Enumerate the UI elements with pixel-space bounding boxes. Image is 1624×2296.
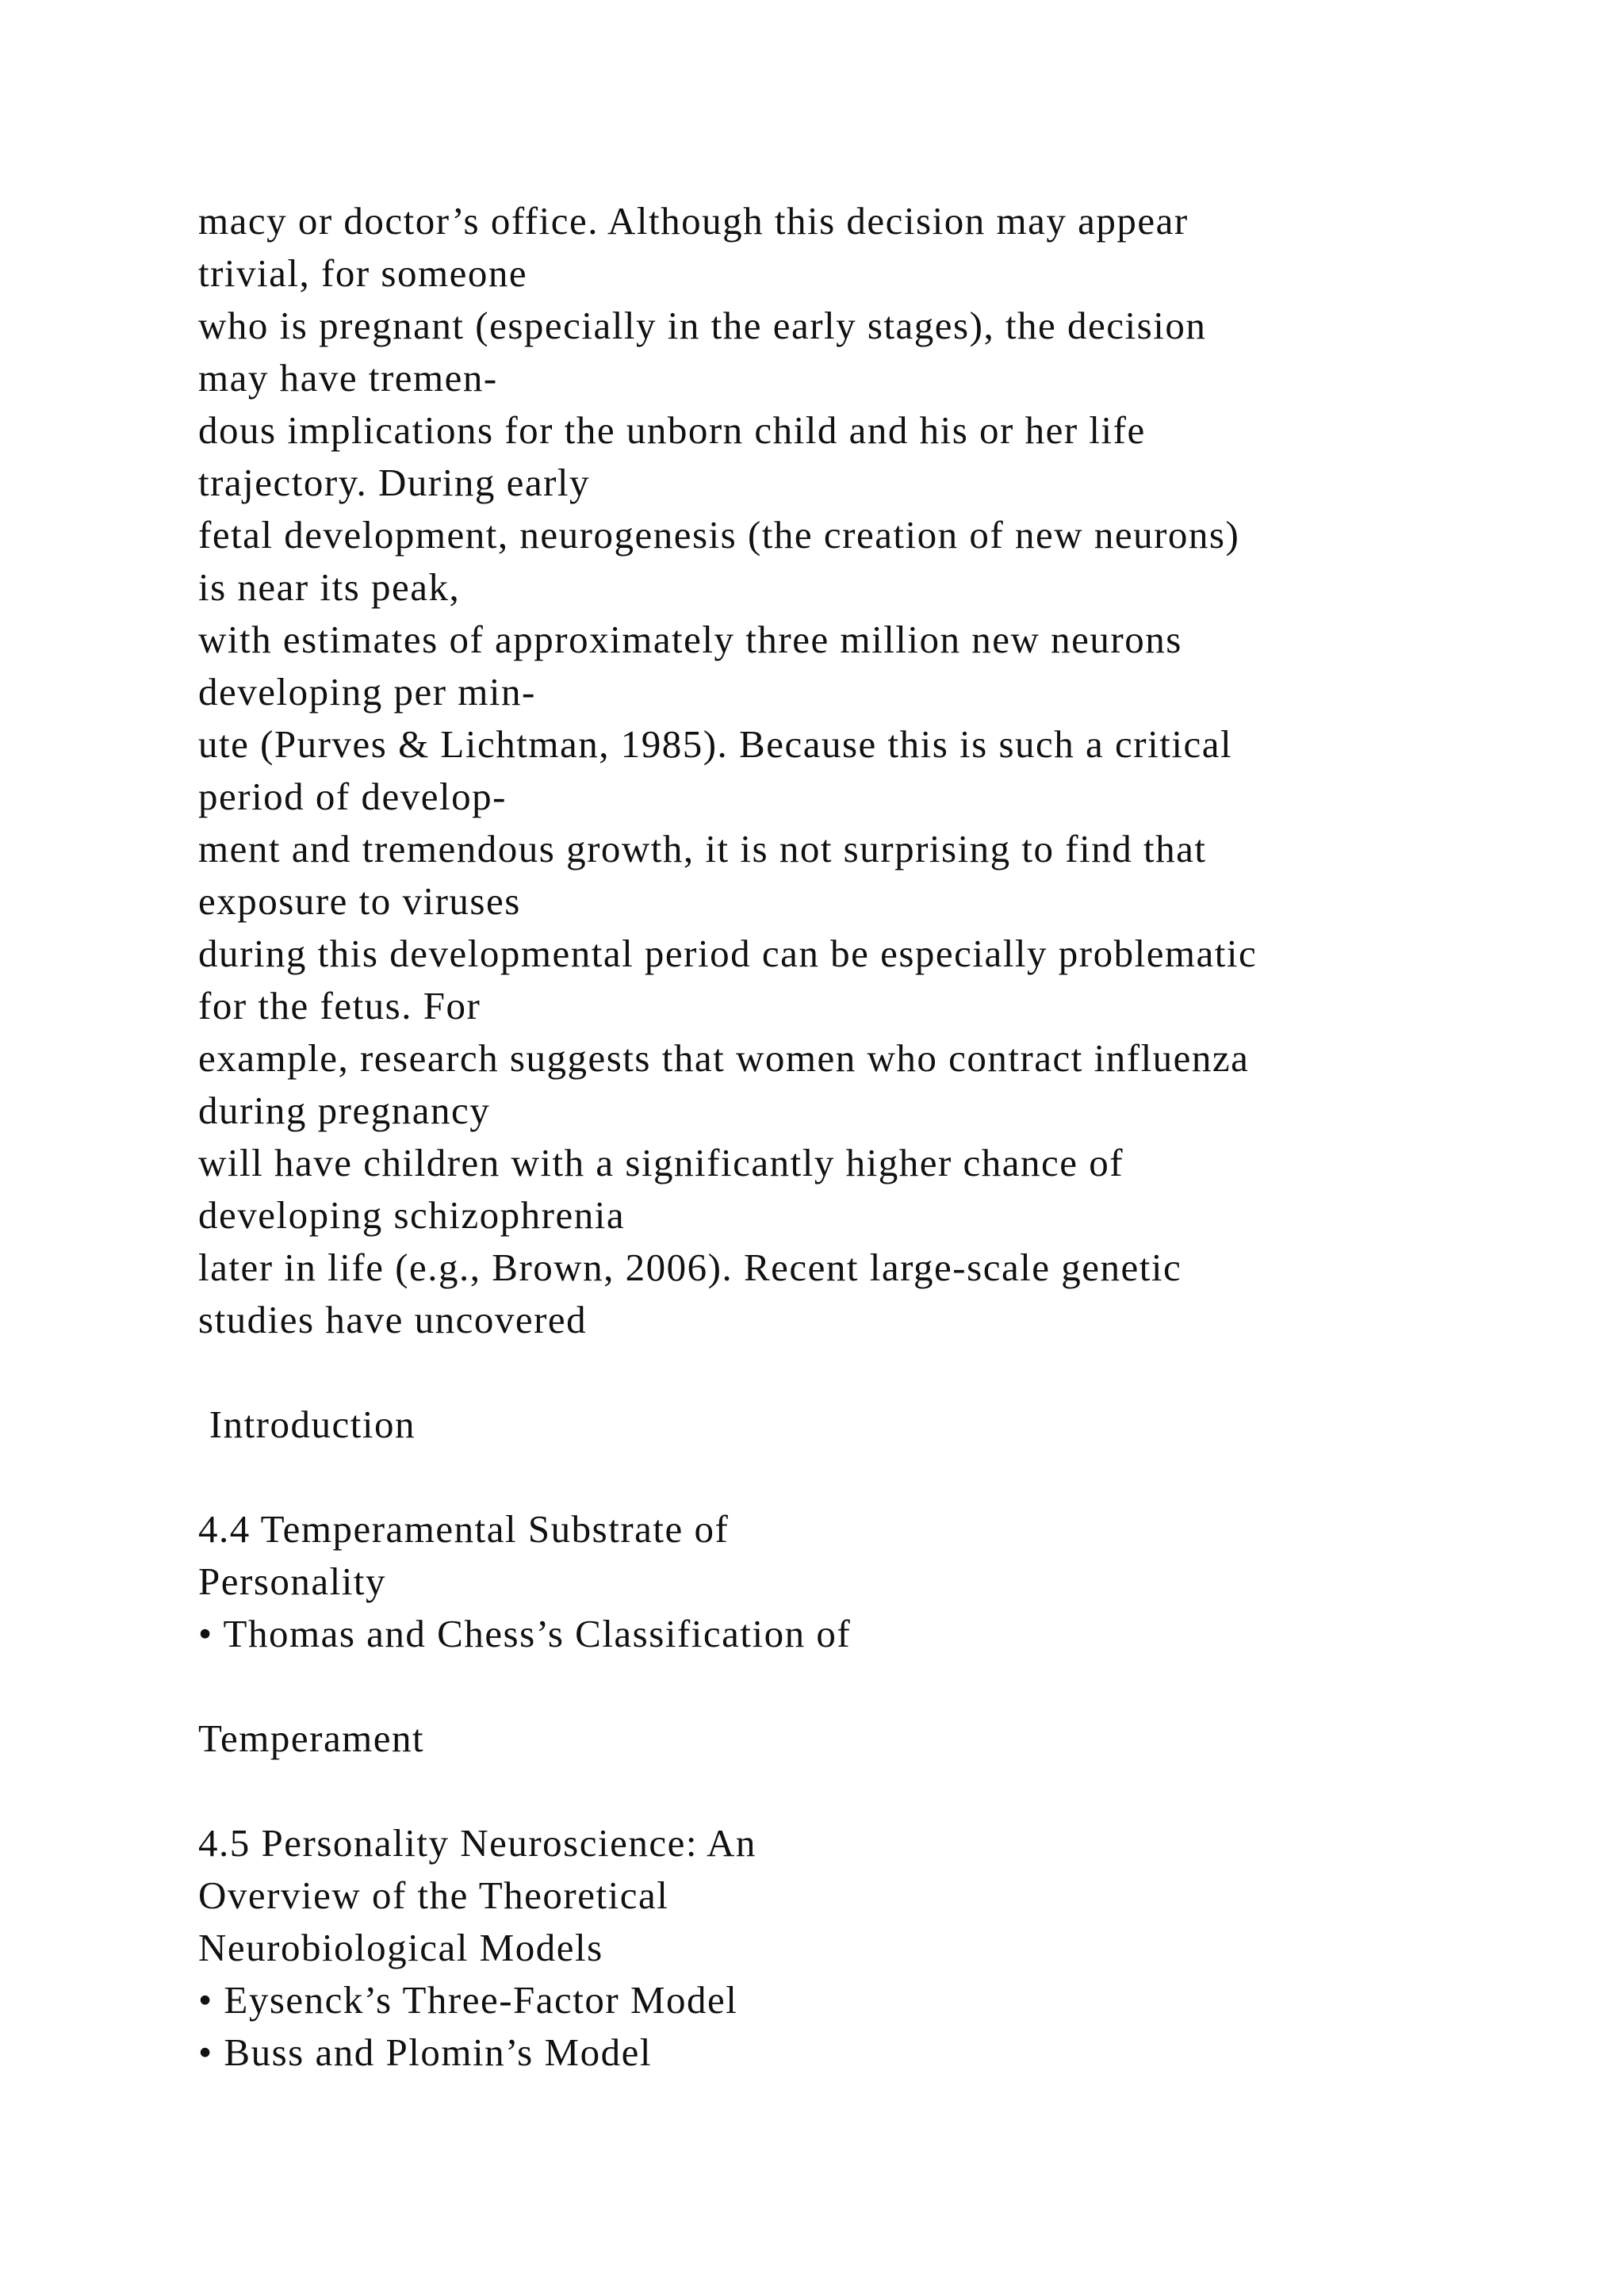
- blank-line: [198, 1765, 1546, 1817]
- text-line: period of develop-: [198, 775, 507, 818]
- section-heading-introduction: Introduction: [198, 1402, 416, 1446]
- text-line: fetal development, neurogenesis (the creation of new neurons): [198, 513, 1240, 557]
- text-line: studies have uncovered: [198, 1298, 588, 1341]
- text-line: ute (Purves & Lichtman, 1985). Because this is such a critical: [198, 722, 1233, 766]
- body-text: [198, 195, 1546, 2079]
- text-line: is near its peak,: [198, 565, 461, 609]
- text-line: trajectory. During early: [198, 461, 591, 504]
- blank-line: [198, 1660, 1546, 1712]
- text-line: trivial, for someone: [198, 251, 528, 295]
- outline-heading: 4.4 Temperamental Substrate of: [198, 1507, 730, 1551]
- text-line: with estimates of approximately three million new neurons: [198, 618, 1182, 661]
- outline-bullet-continuation: Temperament: [198, 1716, 425, 1760]
- outline-bullet-item: • Eysenck’s Three-Factor Model: [198, 1978, 738, 2022]
- outline-bullet-item: • Buss and Plomin’s Model: [198, 2030, 652, 2074]
- text-line: exposure to viruses: [198, 879, 521, 923]
- text-line: during this developmental period can be especially problematic: [198, 932, 1258, 975]
- outline-heading: Personality: [198, 1559, 386, 1603]
- text-line: for the fetus. For: [198, 984, 481, 1027]
- text-line: may have tremen-: [198, 356, 498, 400]
- text-line: who is pregnant (especially in the early stages), the decision: [198, 304, 1207, 347]
- text-line: during pregnancy: [198, 1089, 491, 1132]
- outline-heading: Neurobiological Models: [198, 1926, 603, 1969]
- text-line: macy or doctor’s office. Although this decision may appear: [198, 199, 1189, 243]
- text-line: ment and tremendous growth, it is not surprising to find that: [198, 827, 1207, 871]
- outline-heading: 4.5 Personality Neuroscience: An: [198, 1821, 756, 1865]
- text-line: example, research suggests that women who contract influenza: [198, 1036, 1250, 1080]
- outline-heading: Overview of the Theoretical: [198, 1873, 669, 1917]
- text-line: developing schizophrenia: [198, 1193, 626, 1237]
- text-line: later in life (e.g., Brown, 2006). Recent large-scale genetic: [198, 1246, 1182, 1289]
- outline-bullet-item: • Thomas and Chess’s Classification of: [198, 1612, 852, 1655]
- text-line: will have children with a significantly higher chance of: [198, 1141, 1124, 1184]
- blank-line: [198, 1346, 1546, 1399]
- text-line: developing per min-: [198, 670, 536, 714]
- text-line: dous implications for the unborn child and his or her life: [198, 408, 1146, 452]
- blank-line: [198, 1451, 1546, 1503]
